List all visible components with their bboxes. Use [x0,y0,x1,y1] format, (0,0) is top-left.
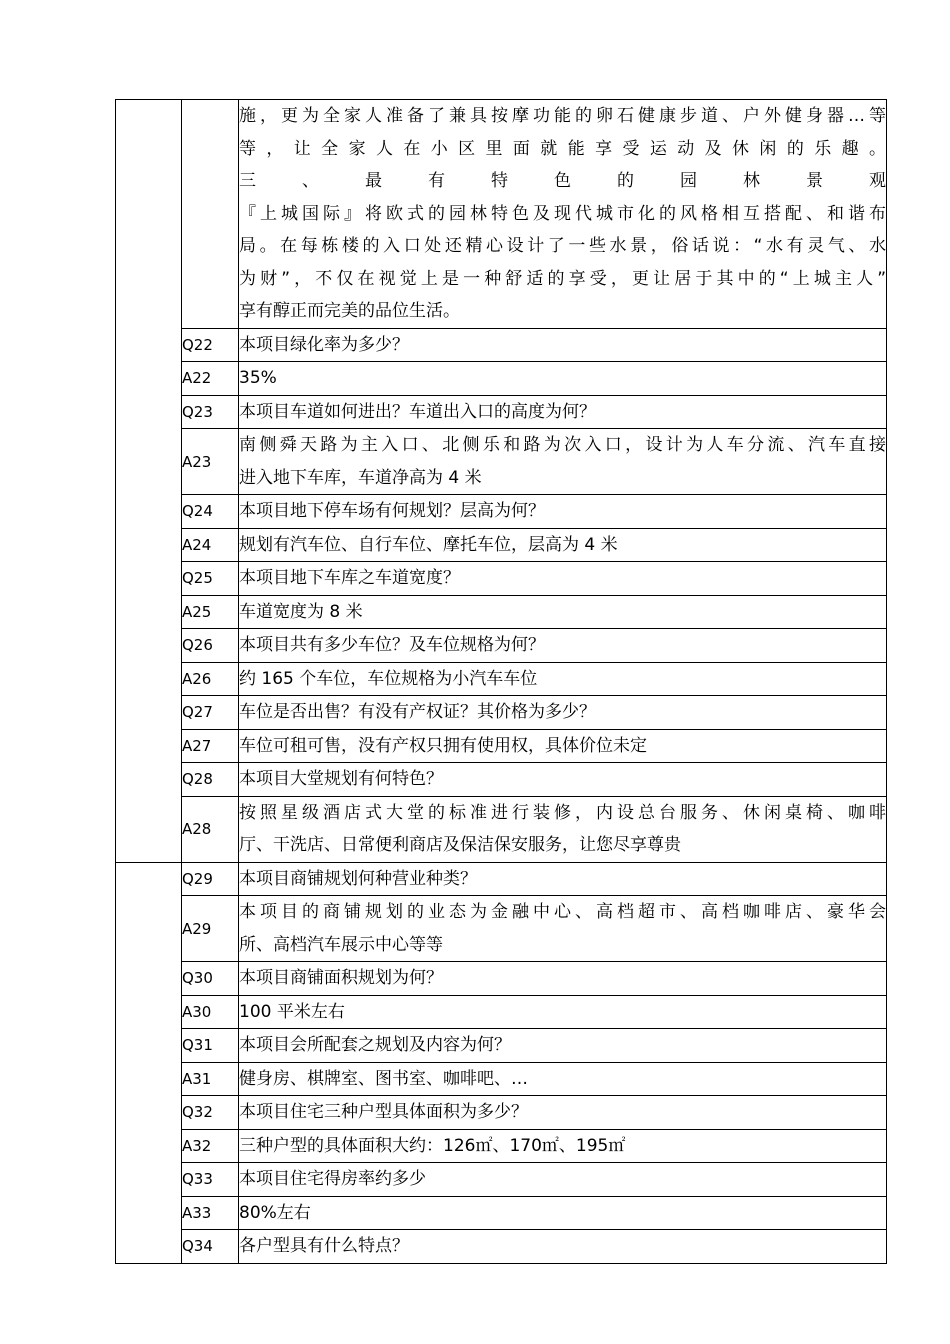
question-cell [239,629,887,663]
question-cell [239,962,887,996]
text-line: 约 165 个车位，车位规格为小汽车车位 [239,668,538,689]
question-cell [239,1163,887,1197]
code-cell: A33 [182,1196,239,1230]
question-cell [239,562,887,596]
answer-cell [239,528,887,562]
text-line: 本项目共有多少车位？及车位规格为何？ [239,635,545,655]
code-cell: Q28 [182,763,239,797]
code-cell: A22 [182,362,239,396]
answer-cell [239,662,887,696]
text-line: 35% [239,368,277,388]
text-line: 所、高档汽车展示中心等等 [239,934,443,955]
table-row [116,1230,887,1264]
table-row [116,763,887,797]
table-row [116,362,887,396]
code-cell: A31 [182,1062,239,1096]
question-cell [239,1230,887,1264]
qa-table [115,99,887,1264]
answer-cell [239,1129,887,1163]
table-row [116,1062,887,1096]
text-line: 本项目地下车库之车道宽度？ [239,568,460,588]
intro-text-cell [239,100,887,329]
code-cell: Q26 [182,629,239,663]
text-line: 三种户型的具体面积大约：126㎡、170㎡、195㎡ [239,1135,626,1156]
code-cell: A32 [182,1129,239,1163]
code-cell: Q25 [182,562,239,596]
qa-table-body [116,100,887,1264]
text-line: 本项目会所配套之规划及内容为何？ [239,1035,511,1055]
table-row [116,328,887,362]
code-cell: Q30 [182,962,239,996]
code-cell: Q27 [182,696,239,730]
answer-cell [239,595,887,629]
text-line: 本项目绿化率为多少？ [239,334,409,355]
answer-cell [239,1062,887,1096]
table-row [116,1129,887,1163]
code-cell: Q22 [182,328,239,362]
question-cell [239,862,887,896]
answer-cell [239,362,887,396]
table-row [116,962,887,996]
code-cell: A30 [182,995,239,1029]
code-cell: A25 [182,595,239,629]
text-line: 本项目商铺规划何种营业种类？ [239,868,477,889]
text-line: 南侧舜天路为主入口、北侧乐和路为次入口，设计为人车分流、汽车直接 [239,435,886,455]
table-row [116,395,887,429]
table-row [116,896,887,962]
code-cell: Q24 [182,495,239,529]
answer-cell [239,896,887,962]
table-row [116,696,887,730]
text-line: 局。在每栋楼的入口处还精心设计了一些水景，俗话说：“水有灵气、水 [239,236,886,256]
code-cell: Q29 [182,862,239,896]
text-line: 三、最有特色的园林景观 [239,171,886,191]
code-cell-empty [182,100,239,329]
text-line: 本项目住宅得房率约多少 [239,1169,426,1189]
text-line: 为财”，不仅在视觉上是一种舒适的享受，更让居于其中的“上城主人” [239,268,886,289]
question-cell [239,328,887,362]
text-line: 『上城国际』将欧式的园林特色及现代城市化的风格相互搭配、和谐布 [239,203,886,224]
text-line: 100 平米左右 [239,1001,345,1022]
text-line: 80%左右 [239,1202,311,1223]
text-line: 本项目车道如何进出？车道出入口的高度为何？ [239,401,596,422]
table-row [116,528,887,562]
table-row [116,729,887,763]
table-row [116,562,887,596]
table-row [116,595,887,629]
text-line: 健身房、棋牌室、图书室、咖啡吧、… [239,1068,528,1089]
question-cell [239,696,887,730]
code-cell: A24 [182,528,239,562]
code-cell: Q34 [182,1230,239,1264]
table-row [116,862,887,896]
table-row [116,796,887,862]
text-line: 本项目住宅三种户型具体面积为多少？ [239,1102,528,1122]
code-cell: A28 [182,796,239,862]
table-row [116,495,887,529]
text-line: 各户型具有什么特点？ [239,1236,409,1256]
text-line: 本项目商铺面积规划为何？ [239,968,443,988]
question-cell [239,495,887,529]
answer-cell [239,995,887,1029]
answer-cell [239,729,887,763]
text-line: 本项目地下停车场有何规划？层高为何？ [239,501,545,521]
question-cell [239,763,887,797]
text-line: 车道宽度为 8 米 [239,601,363,622]
text-line: 享有醇正而完美的品位生活。 [239,301,460,321]
text-line: 规划有汽车位、自行车位、摩托车位，层高为 4 米 [239,534,618,555]
text-line: 车位是否出售？有没有产权证？其价格为多少？ [239,702,596,722]
table-row [116,1196,887,1230]
text-line: 车位可租可售，没有产权只拥有使用权，具体价位未定 [239,735,647,756]
text-line: 本项目的商铺规划的业态为金融中心、高档超市、高档咖啡店、豪华会 [239,902,886,922]
table-row [116,662,887,696]
section-cell [116,862,182,1263]
text-line: 施，更为全家人准备了兼具按摩功能的卵石健康步道、户外健身器…等 [239,106,886,126]
code-cell: Q33 [182,1163,239,1197]
answer-cell [239,429,887,495]
code-cell: Q23 [182,395,239,429]
code-cell: A27 [182,729,239,763]
table-row [116,100,887,329]
answer-cell [239,796,887,862]
code-cell: A26 [182,662,239,696]
code-cell: Q31 [182,1029,239,1063]
text-line: 本项目大堂规划有何特色？ [239,769,443,789]
text-line: 等，让全家人在小区里面就能享受运动及休闲的乐趣。 [239,138,886,159]
code-cell: A23 [182,429,239,495]
text-line: 按照星级酒店式大堂的标准进行装修，内设总台服务、休闲桌椅、咖啡 [239,802,886,823]
question-cell [239,1096,887,1130]
table-row [116,995,887,1029]
text-line: 厅、干洗店、日常便利商店及保洁保安服务，让您尽享尊贵 [239,835,681,855]
text-line: 进入地下车库，车道净高为 4 米 [239,467,482,488]
table-row [116,1029,887,1063]
code-cell: A29 [182,896,239,962]
question-cell [239,395,887,429]
question-cell [239,1029,887,1063]
table-row [116,1163,887,1197]
answer-cell [239,1196,887,1230]
table-row [116,1096,887,1130]
section-cell [116,100,182,863]
table-row [116,629,887,663]
table-row [116,429,887,495]
code-cell: Q32 [182,1096,239,1130]
